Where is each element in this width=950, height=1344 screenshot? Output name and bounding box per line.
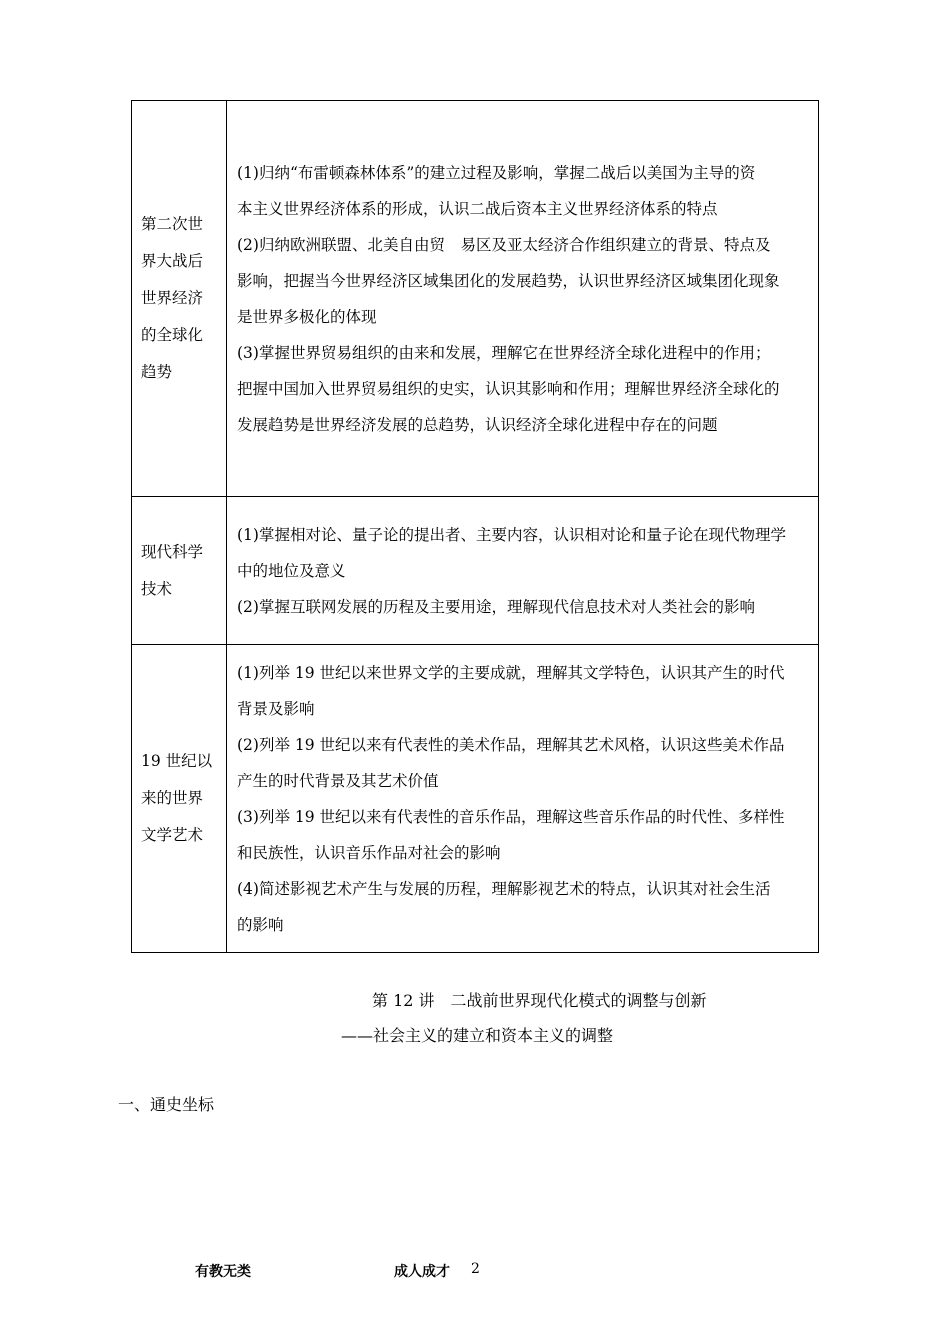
cell-line: 影响，把握当今世界经济区域集团化的发展趋势，认识世界经济区域集团化现象 xyxy=(237,271,780,290)
curriculum-table xyxy=(131,100,819,953)
lecture-subtitle: ——社会主义的建立和资本主义的调整 xyxy=(341,1026,614,1045)
cell-line: (3)列举 19 世纪以来有代表性的音乐作品，理解这些音乐作品的时代性、多样性 xyxy=(237,807,785,826)
page-number: 2 xyxy=(471,1261,480,1277)
cell-line: 背景及影响 xyxy=(237,699,315,718)
topic-cell xyxy=(132,534,226,608)
cell-line: (2)列举 19 世纪以来有代表性的美术作品，理解其艺术风格，认识这些美术作品 xyxy=(237,735,785,754)
cell-line: 把握中国加入世界贸易组织的史实，认识其影响和作用；理解世界经济全球化的 xyxy=(237,379,780,398)
cell-line: 的影响 xyxy=(237,915,284,934)
cell-line: (2)掌握互联网发展的历程及主要用途，理解现代信息技术对人类社会的影响 xyxy=(237,597,755,616)
table-row xyxy=(132,497,819,645)
table-row xyxy=(132,101,819,497)
topic-cell xyxy=(132,206,226,391)
cell-line: 第二次世 xyxy=(141,215,204,233)
content-cell xyxy=(227,517,818,625)
cell-line: 来的世界 xyxy=(141,789,204,807)
cell-line: (4)简述影视艺术产生与发展的历程，理解影视艺术的特点，认识其对社会生活 xyxy=(237,879,771,898)
cell-line: (2)归纳欧洲联盟、北美自由贸 易区及亚太经济合作组织建立的背景、特点及 xyxy=(237,235,771,254)
cell-line: 发展趋势是世界经济发展的总趋势，认识经济全球化进程中存在的问题 xyxy=(237,415,718,434)
content-cell xyxy=(227,155,818,443)
cell-line: (1)掌握相对论、量子论的提出者、主要内容，认识相对论和量子论在现代物理学 xyxy=(237,525,786,544)
section-heading: 一、通史坐标 xyxy=(118,1095,215,1114)
cell-line: 本主义世界经济体系的形成，认识二战后资本主义世界经济体系的特点 xyxy=(237,199,718,218)
cell-line: 是世界多极化的体现 xyxy=(237,307,377,326)
cell-line: 产生的时代背景及其艺术价值 xyxy=(237,771,439,790)
cell-line: 19 世纪以 xyxy=(141,752,213,770)
cell-line: 和民族性，认识音乐作品对社会的影响 xyxy=(237,843,501,862)
cell-line: 现代科学 xyxy=(141,542,204,561)
content-cell xyxy=(227,655,818,943)
lecture-title: 第 12 讲 二战前世界现代化模式的调整与创新 xyxy=(372,991,707,1010)
cell-line: 技术 xyxy=(141,579,173,598)
cell-line: 中的地位及意义 xyxy=(237,561,346,580)
cell-line: 趋势 xyxy=(141,363,173,381)
footer-motto-middle: 成人成才 xyxy=(394,1264,450,1280)
cell-line: (1)归纳“布雷顿森林体系”的建立过程及影响，掌握二战后以美国为主导的资 xyxy=(237,163,756,182)
cell-line: 的全球化 xyxy=(141,326,204,344)
footer-motto-left: 有教无类 xyxy=(195,1264,251,1280)
table-row xyxy=(132,645,819,953)
cell-line: 文学艺术 xyxy=(141,826,204,844)
topic-cell xyxy=(132,743,226,854)
cell-line: 世界经济 xyxy=(141,289,204,307)
cell-line: (3)掌握世界贸易组织的由来和发展，理解它在世界经济全球化进程中的作用； xyxy=(237,343,771,362)
cell-line: 界大战后 xyxy=(141,252,204,270)
cell-line: (1)列举 19 世纪以来世界文学的主要成就，理解其文学特色，认识其产生的时代 xyxy=(237,663,785,682)
